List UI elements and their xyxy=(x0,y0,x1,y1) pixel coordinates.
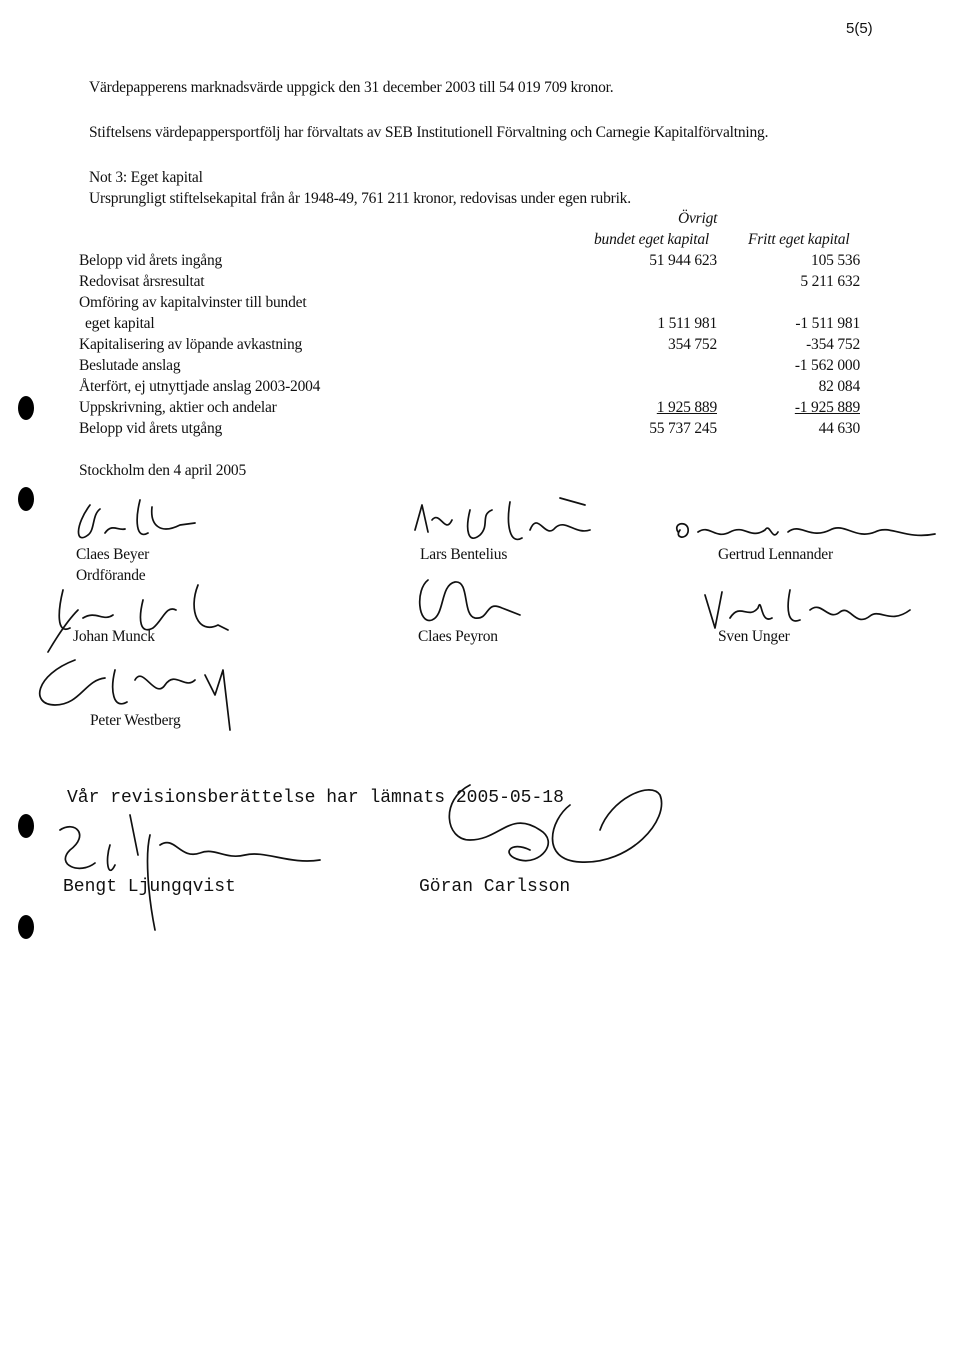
signature-gertrud-lennander xyxy=(670,512,940,547)
table-cell-bundet: 1 925 889 xyxy=(656,399,717,416)
table-row-label: Omföring av kapitalvinster till bundet xyxy=(79,294,307,311)
note-text: Ursprungligt stiftelsekapital från år 1948-49, 761 211 kronor, redovisas under egen rubrik. xyxy=(89,190,631,207)
punch-hole xyxy=(18,396,34,420)
auditor-name: Göran Carlsson xyxy=(419,877,571,897)
signatory-name: Lars Bentelius xyxy=(420,546,508,563)
table-cell-fritt: -1 562 000 xyxy=(794,357,860,374)
table-row-label: Beslutade anslag xyxy=(79,357,181,374)
signatory-name: Peter Westberg xyxy=(90,712,181,729)
table-cell-fritt: 105 536 xyxy=(811,252,860,269)
punch-hole xyxy=(18,915,34,939)
page-number: 5(5) xyxy=(846,20,873,37)
column-header-fritt: Fritt eget kapital xyxy=(748,231,850,248)
column-header-ovrigt: Övrigt xyxy=(678,210,718,227)
table-cell-bundet: 1 511 981 xyxy=(657,315,717,332)
column-header-bundet: bundet eget kapital xyxy=(594,231,710,248)
table-cell-bundet: 55 737 245 xyxy=(649,420,717,437)
signature-bengt-ljungqvist xyxy=(50,805,330,935)
signatory-name: Claes Peyron xyxy=(418,628,498,645)
signatory-name: Sven Unger xyxy=(718,628,790,645)
note-title: Not 3: Eget kapital xyxy=(89,169,203,186)
market-value-paragraph: Värdepapperens marknadsvärde uppgick den 31 december 2003 till 54 019 709 kronor. xyxy=(89,79,614,96)
table-cell-fritt: 44 630 xyxy=(818,420,860,437)
table-row-label: Uppskrivning, aktier och andelar xyxy=(79,399,277,416)
table-cell-fritt: 5 211 632 xyxy=(800,273,860,290)
punch-hole xyxy=(18,814,34,838)
table-cell-fritt: 82 084 xyxy=(818,378,860,395)
signatory-title: Ordförande xyxy=(76,567,146,584)
table-row-label: Redovisat årsresultat xyxy=(79,273,205,290)
table-row-label: Belopp vid årets ingång xyxy=(79,252,223,269)
signatory-name: Claes Beyer xyxy=(76,546,150,563)
table-cell-bundet: 51 944 623 xyxy=(649,252,717,269)
audit-statement: Vår revisionsberättelse har lämnats 2005-05-18 xyxy=(67,788,564,808)
table-row-label: Återfört, ej utnyttjade anslag 2003-2004 xyxy=(79,378,321,395)
table-cell-bundet: 354 752 xyxy=(668,336,717,353)
auditor-name: Bengt Ljungqvist xyxy=(63,877,236,897)
management-paragraph: Stiftelsens värdepappersportfölj har förvaltats av SEB Institutionell Förvaltning och Carnegie Kapitalförvaltning. xyxy=(89,124,769,141)
signature-claes-beyer xyxy=(70,495,200,550)
signatory-name: Gertrud Lennander xyxy=(718,546,833,563)
table-row-label: Kapitalisering av löpande avkastning xyxy=(79,336,303,353)
place-date: Stockholm den 4 april 2005 xyxy=(79,462,247,479)
table-row-label: eget kapital xyxy=(85,315,155,332)
table-row-label: Belopp vid årets utgång xyxy=(79,420,223,437)
table-cell-fritt: -1 925 889 xyxy=(794,399,860,416)
signatory-name: Johan Munck xyxy=(73,628,155,645)
punch-hole xyxy=(18,487,34,511)
table-cell-fritt: -354 752 xyxy=(806,336,860,353)
table-cell-fritt: -1 511 981 xyxy=(795,315,860,332)
